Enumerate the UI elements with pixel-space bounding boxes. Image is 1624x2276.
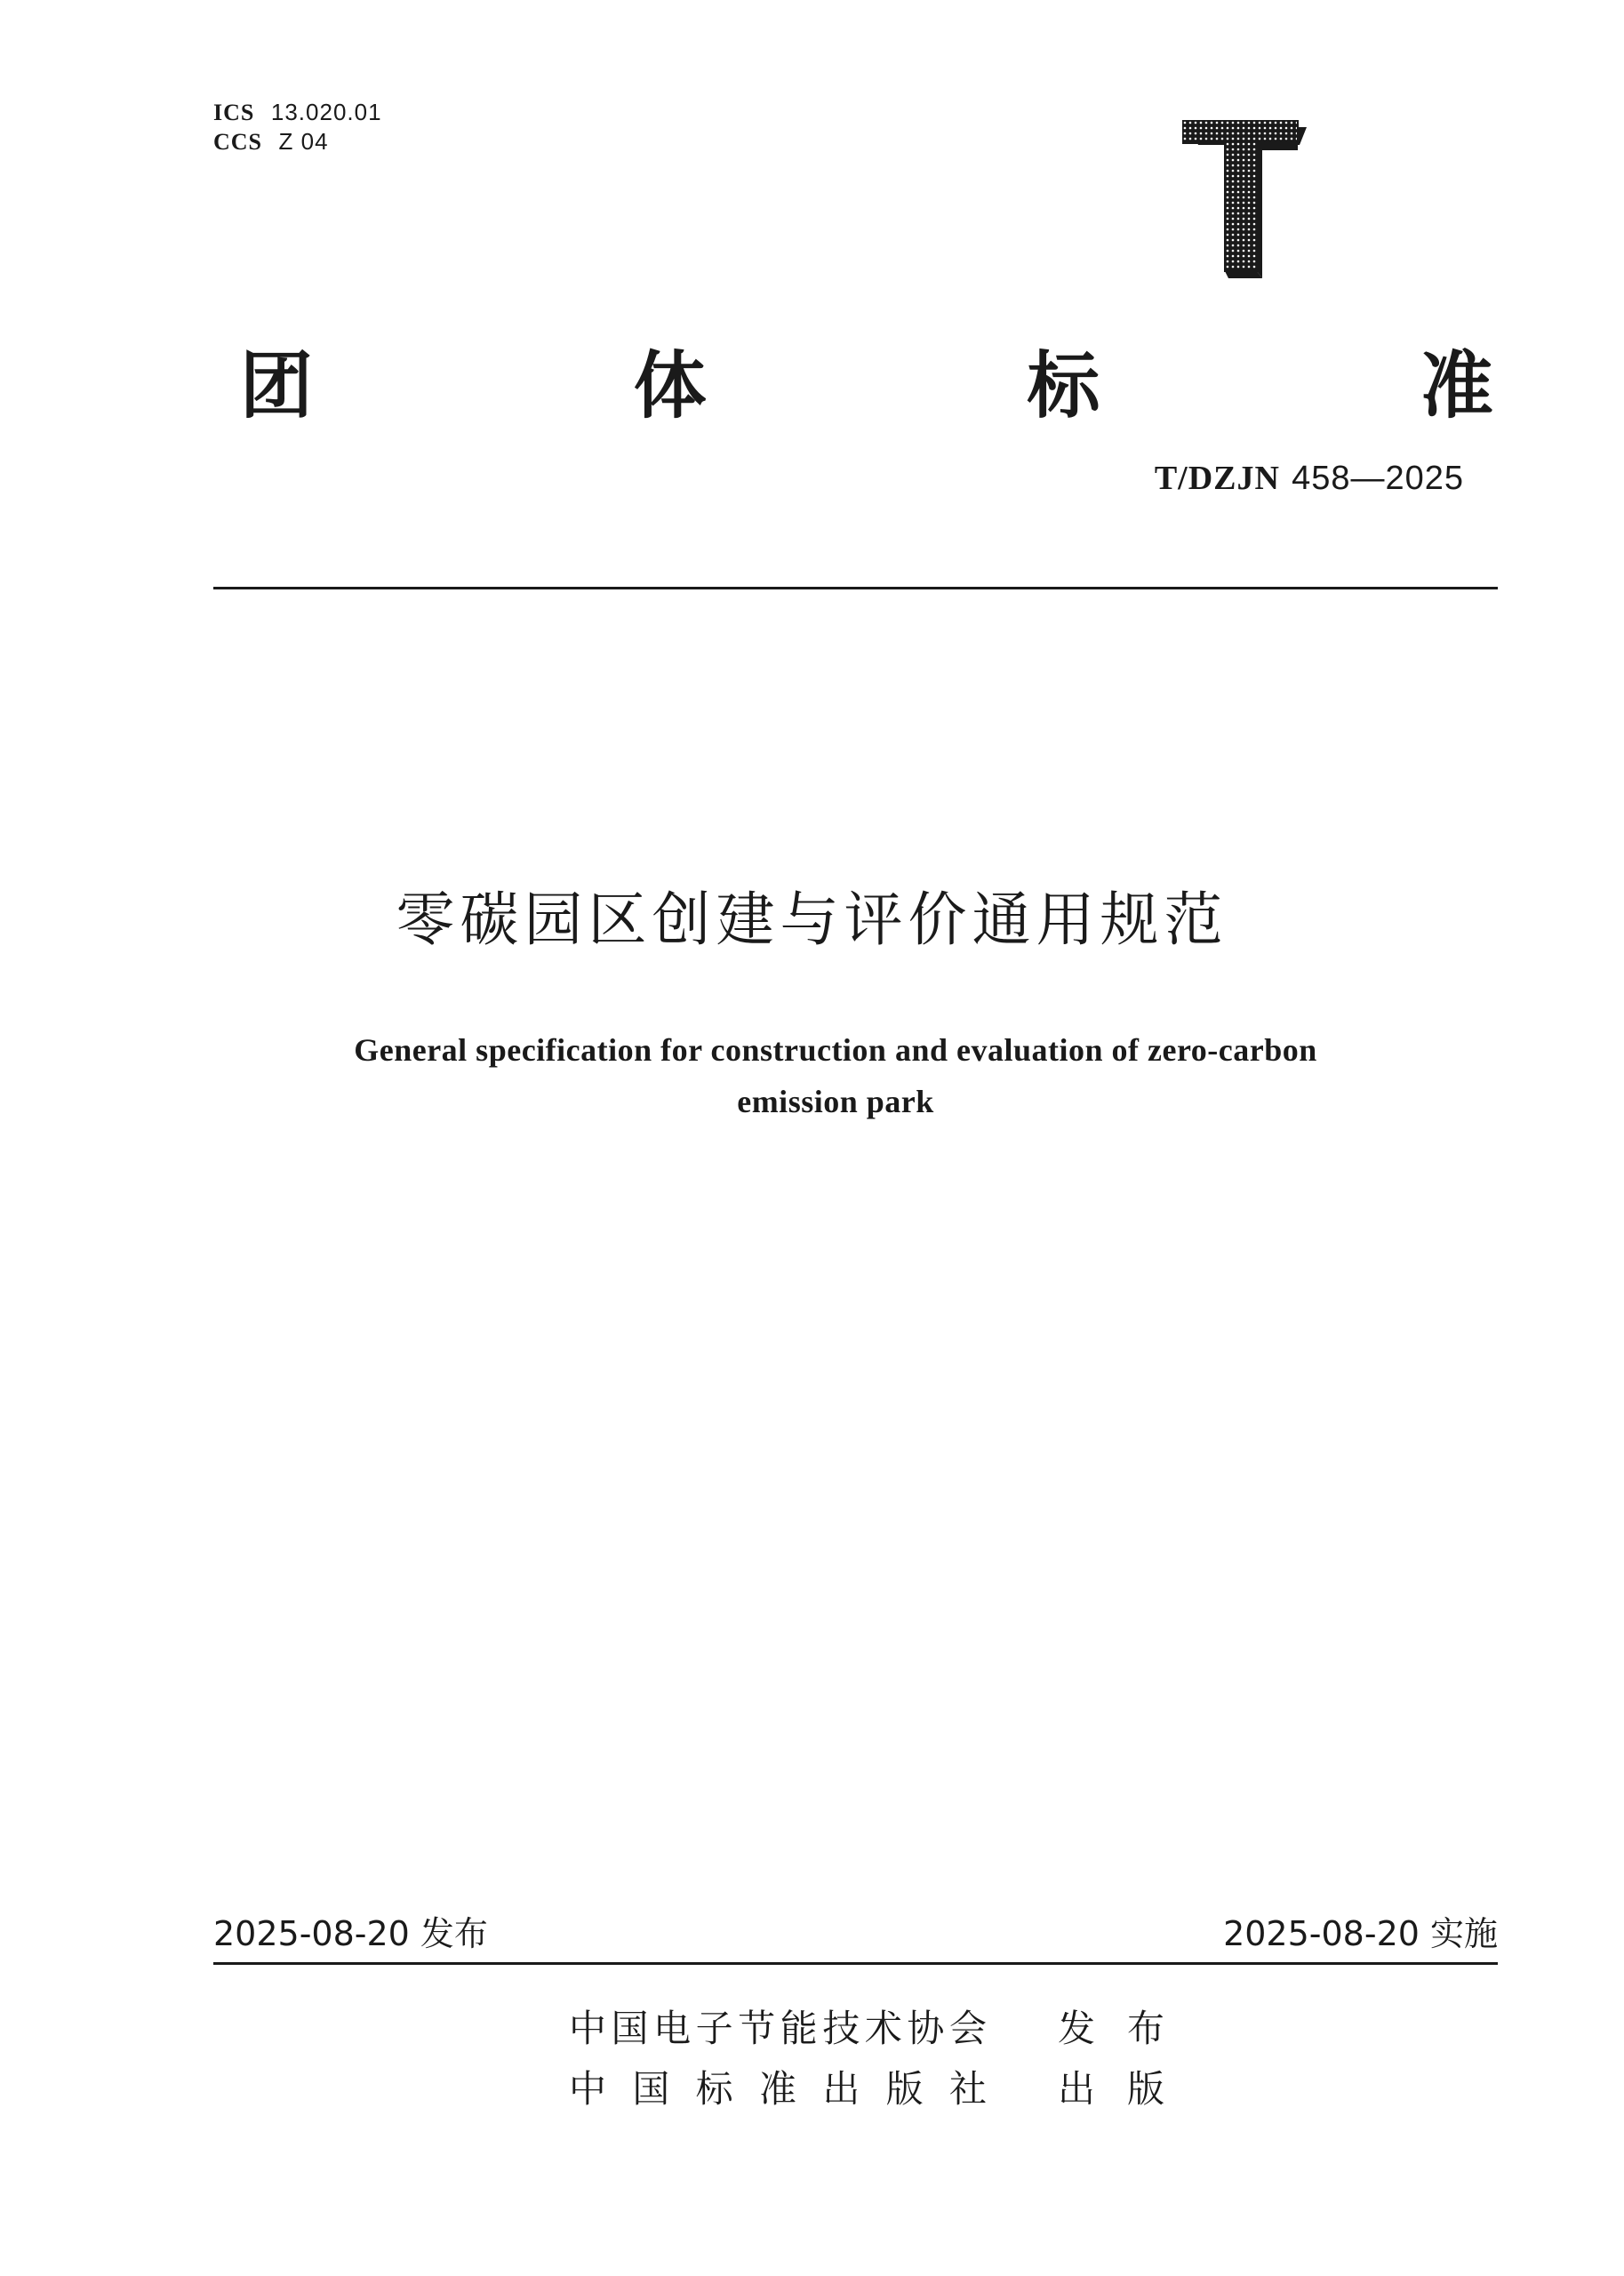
title-english-line: emission park [737, 1084, 934, 1119]
publisher-role: 发 布 [1058, 2007, 1164, 2050]
category-char: 标 [1027, 344, 1100, 429]
ics-label: ICS [213, 100, 255, 125]
publisher-name: 中国电子节能技术协会 [569, 2007, 987, 2050]
standard-code: 458—2025 [1292, 460, 1464, 497]
implement-date: 2025-08-20 实施 [1223, 1914, 1498, 1953]
publish-date: 2025-08-20 发布 [213, 1914, 488, 1953]
title-english [231, 1024, 1440, 1127]
ccs-label: CCS [213, 129, 263, 155]
press-name: 中 国 标 准 出 版 社 [569, 2067, 987, 2111]
ics-code [213, 98, 382, 127]
document-category [240, 342, 1493, 431]
press-role: 出 版 [1058, 2067, 1164, 2111]
footer-divider [213, 1962, 1498, 1965]
title-english-line: General specification for construction and evaluation of zero-carbon [354, 1032, 1317, 1068]
press-row [569, 2063, 1164, 2116]
ccs-code [213, 127, 382, 156]
header-divider [213, 587, 1498, 589]
category-char: 准 [1420, 344, 1493, 429]
title-chinese: 零碳园区创建与评价通用规范 [396, 886, 1228, 954]
classification-codes [213, 98, 382, 156]
category-char: 体 [633, 344, 707, 429]
standard-prefix: T/DZJN [1154, 460, 1280, 497]
ccs-value: Z 04 [278, 128, 329, 155]
t-logo [1182, 120, 1307, 280]
dates-row [213, 1911, 1498, 1956]
category-char: 团 [240, 344, 314, 429]
ics-value: 13.020.01 [270, 99, 382, 125]
standard-number [1155, 458, 1464, 498]
publisher-row [569, 2002, 1164, 2056]
